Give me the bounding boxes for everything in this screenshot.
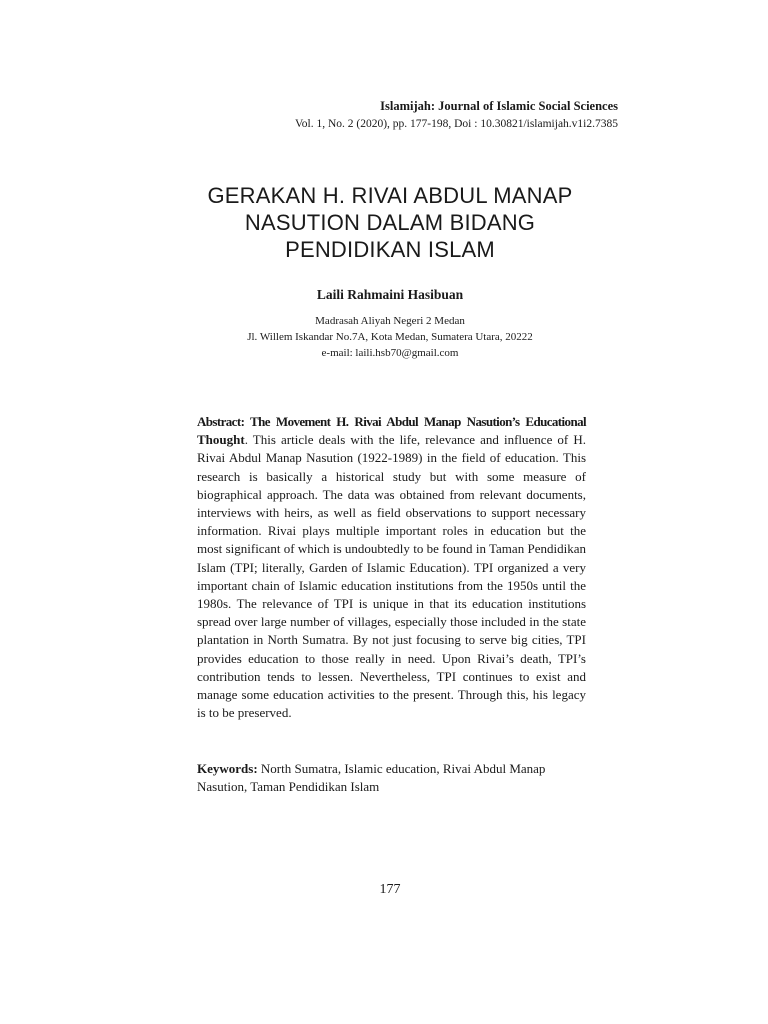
page-number: 177: [379, 882, 401, 897]
article-title: [0, 182, 768, 263]
keywords: [197, 760, 586, 796]
abstract-title-end: Thought: [197, 432, 245, 448]
title-line: NASUTION DALAM BIDANG: [244, 210, 536, 235]
journal-meta: Vol. 1, No. 2 (2020), pp. 177-198, Doi : 10.30821/islamijah.v1i2.7385: [294, 118, 618, 130]
address: Jl. Willem Iskandar No.7A, Kota Medan, Sumatera Utara, 20222: [247, 331, 533, 343]
abstract-body: . This article deals with the life, relevance and influence of H. Rivai Abdul Manap Nasution (1922-1989) in the field of education. This research is basically a historical study but with some measure of biographical approach. The data was obtained from relevant documents, interviews with heirs, as well as field observations to support necessary information. Rivai plays multiple important roles in education but the most significant of which is undoubtedly to be found in Taman Pendidikan Islam (TPI; literally, Garden of Islamic Education). TPI organized a very important chain of Islamic education institutions from the 1950s until the 1980s. The relevance of TPI is unique in that its education institutions spread over large number of villages, especially those included in the state plantation in North Sumatra. By not just focusing to serve big cities, TPI provides education to those really in need. Upon Rivai’s death, TPI’s contribution tends to lessen. Nevertheless, TPI continues to exist and manage some education activities to the present. Through this, his legacy is to be preserved.: [197, 432, 586, 721]
author-name: Laili Rahmaini Hasibuan: [316, 287, 464, 302]
keywords-text: North Sumatra, Islamic education, Rivai Abdul Manap Nasution, Taman Pendidikan Islam: [197, 761, 546, 795]
title-line: GERAKAN H. RIVAI ABDUL MANAP: [207, 183, 573, 208]
journal-name: Islamijah: Journal of Islamic Social Sciences: [380, 99, 618, 113]
journal-header: [295, 98, 618, 132]
affiliation: [0, 313, 768, 361]
institution: Madrasah Aliyah Negeri 2 Medan: [315, 315, 465, 327]
keywords-label: Keywords:: [197, 761, 258, 776]
abstract-label: Abstract: The Movement H. Rivai Abdul Manap Nasution’s Educational: [197, 414, 586, 429]
abstract: [197, 413, 586, 722]
email: e-mail: laili.hsb70@gmail.com: [321, 347, 459, 359]
title-line: PENDIDIKAN ISLAM: [285, 237, 495, 262]
